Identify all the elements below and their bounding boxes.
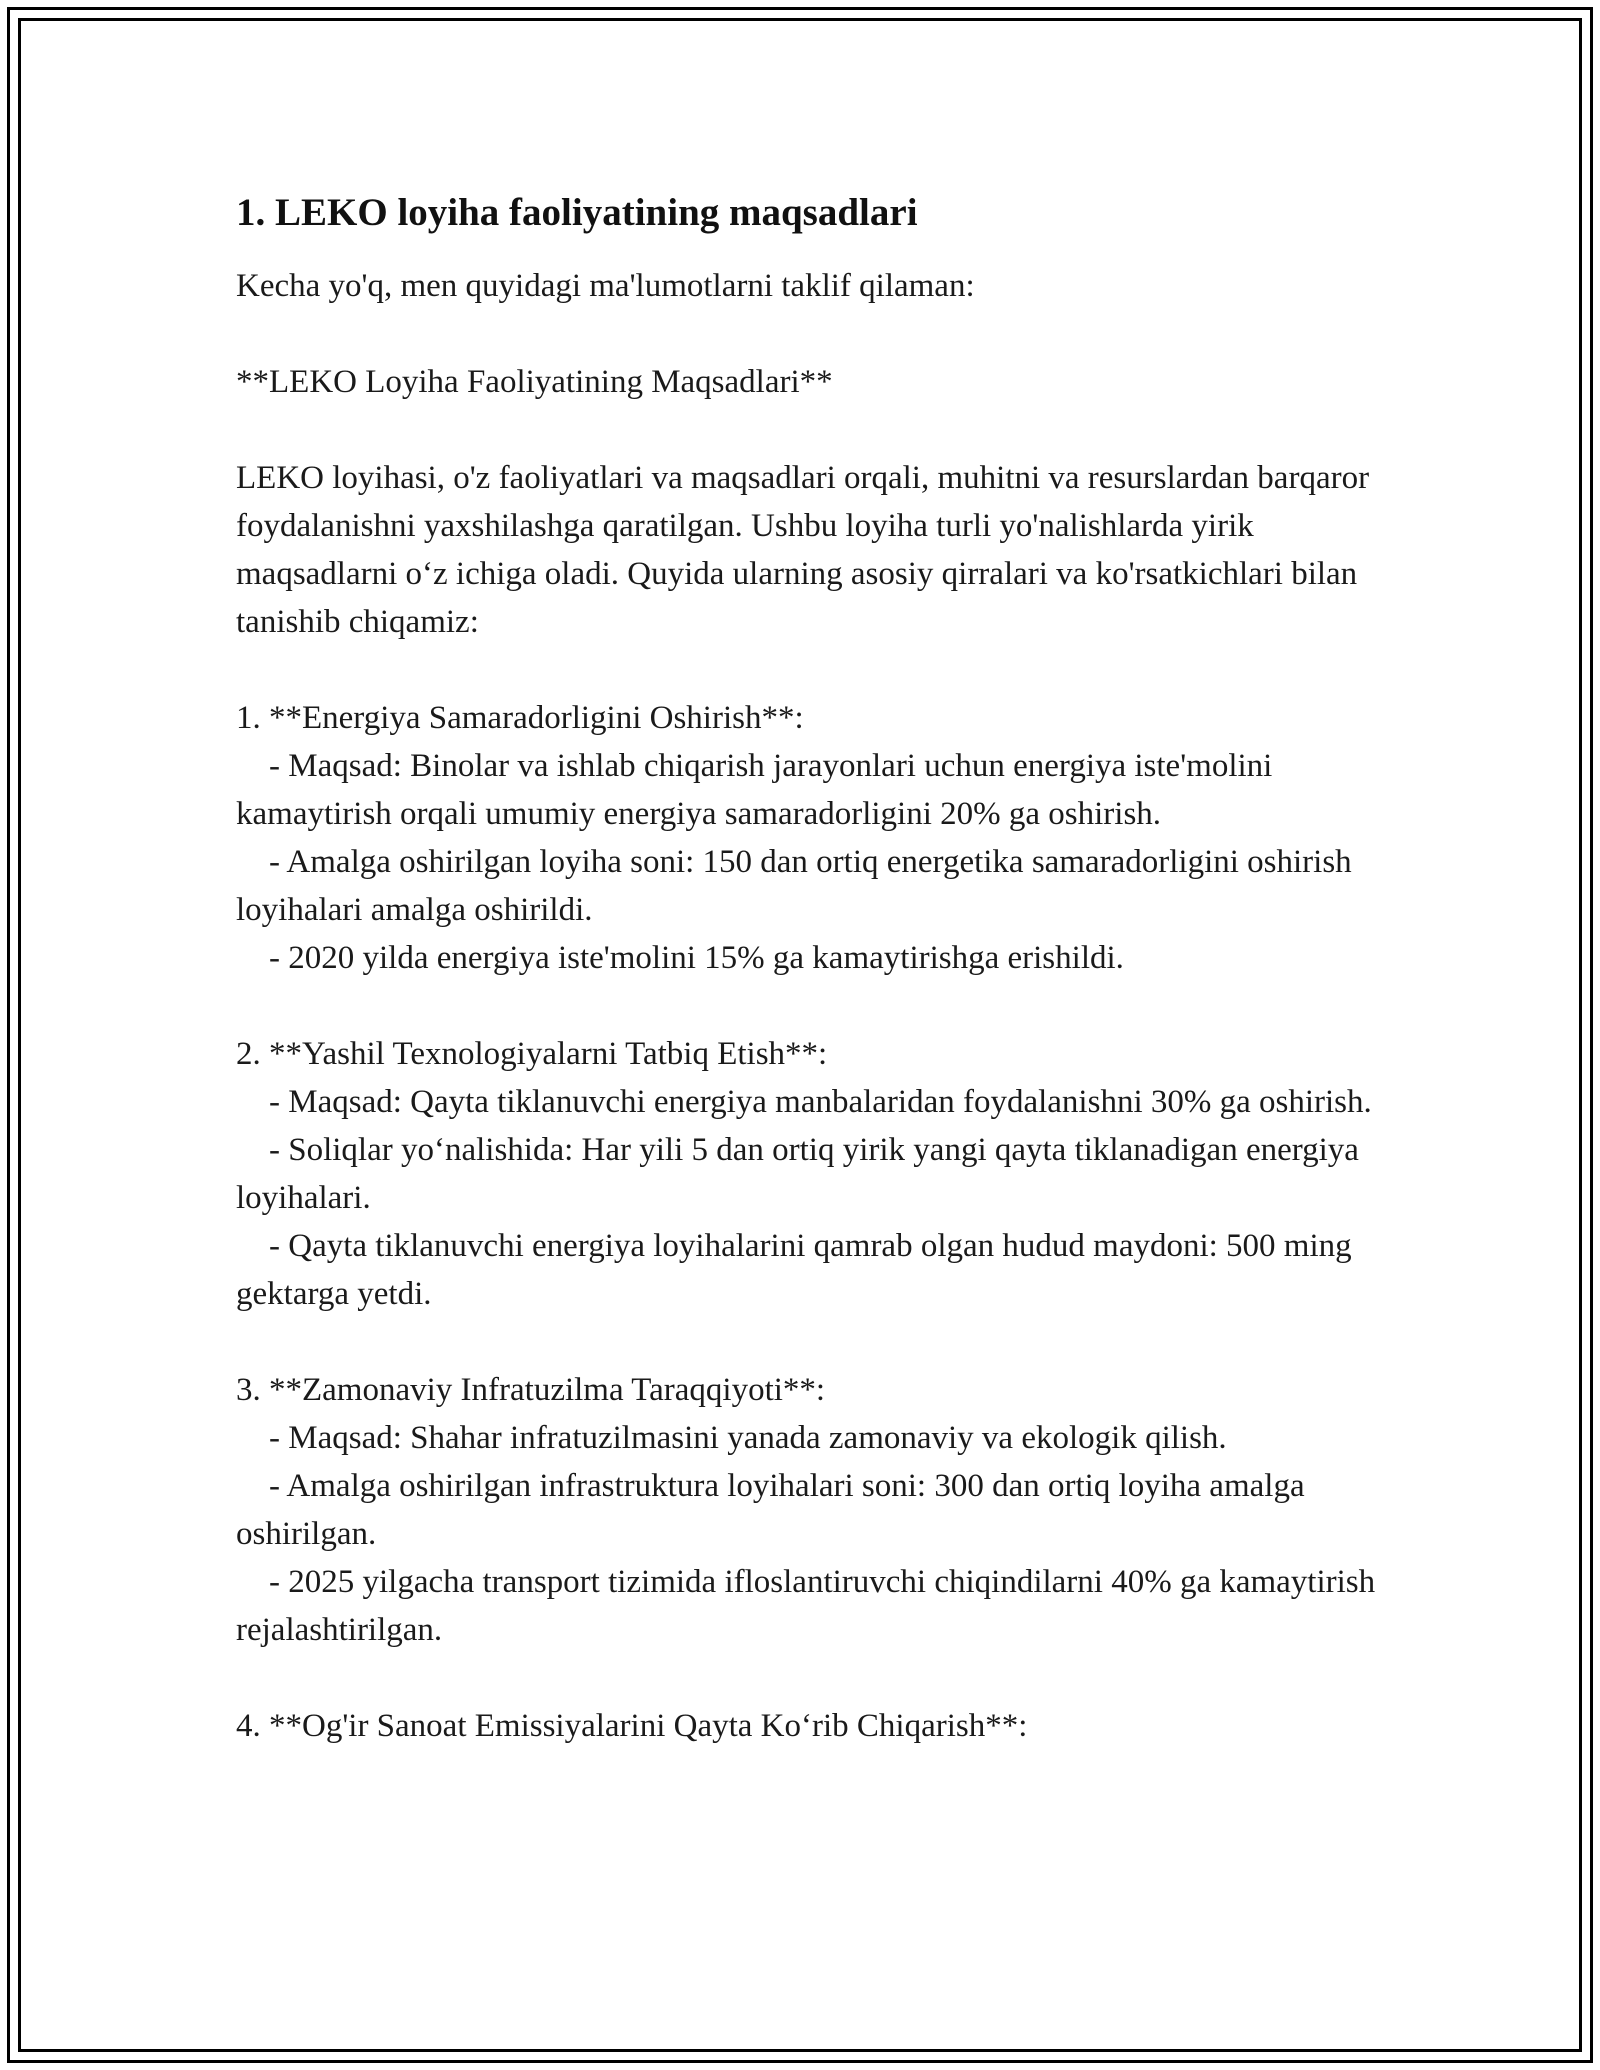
list-item: - 2020 yilda energiya iste'molini 15% ga kamaytirishga erishildi. [236, 940, 1124, 976]
section-green-technologies [236, 1030, 1376, 1318]
spacer [236, 1318, 1376, 1366]
document-body [236, 186, 1384, 1750]
section-title: 3. **Zamonaviy Infratuzilma Taraqqiyoti**: [236, 1372, 826, 1408]
list-item: - Qayta tiklanuvchi energiya loyihalarini qamrab olgan hudud maydoni: 500 ming gektarga yetdi. [236, 1228, 1360, 1312]
list-item: - Maqsad: Qayta tiklanuvchi energiya manbalaridan foydalanishni 30% ga oshirish. [236, 1084, 1372, 1120]
spacer [236, 982, 1376, 1030]
document-heading: 1. LEKO loyiha faoliyatining maqsadlari [236, 191, 918, 234]
intro-line: Kecha yo'q, men quyidagi ma'lumotlarni taklif qilaman: [236, 268, 975, 304]
list-item: - Soliqlar yo‘nalishida: Har yili 5 dan ortiq yirik yangi qayta tiklanadigan energiya loyihalari. [236, 1132, 1368, 1216]
list-item: - Amalga oshirilgan infrastruktura loyihalari soni: 300 dan ortiq loyiha amalga oshirilgan. [236, 1468, 1313, 1552]
spacer [236, 310, 1376, 358]
section-title: 1. **Energiya Samaradorligini Oshirish**: [236, 700, 804, 736]
section-heavy-industry-emissions [236, 1702, 1376, 1750]
section-energy-efficiency [236, 694, 1376, 982]
list-item: - Amalga oshirilgan loyiha soni: 150 dan ortiq energetika samaradorligini oshirish loyihalari amalga oshirildi. [236, 844, 1360, 928]
document-subtitle: **LEKO Loyiha Faoliyatining Maqsadlari** [236, 364, 833, 400]
list-item: - Maqsad: Shahar infratuzilmasini yanada zamonaviy va ekologik qilish. [236, 1420, 1227, 1456]
spacer [236, 406, 1376, 454]
list-item: - 2025 yilgacha transport tizimida ifloslantiruvchi chiqindilarni 40% ga kamaytirish rejalashtirilgan. [236, 1564, 1384, 1648]
spacer [236, 646, 1376, 694]
list-item: - Maqsad: Binolar va ishlab chiqarish jarayonlari uchun energiya iste'molini kamaytirish orqali umumiy energiya samaradorligini 20% ga oshirish. [236, 748, 1281, 832]
section-title: 2. **Yashil Texnologiyalarni Tatbiq Etish**: [236, 1036, 828, 1072]
overview-paragraph: LEKO loyihasi, o'z faoliyatlari va maqsadlari orqali, muhitni va resurslardan barqaror foydalanishni yaxshilashga qaratilgan. Ushbu loyiha turli yo'nalishlarda yirik maqsadlarni o‘z ichiga oladi. Quyida ularning asosiy qirralari va ko'rsatkichlari bilan tanishib chiqamiz: [236, 460, 1378, 640]
spacer [236, 1654, 1376, 1702]
section-modern-infrastructure [236, 1366, 1384, 1654]
section-title: 4. **Og'ir Sanoat Emissiyalarini Qayta Ko‘rib Chiqarish**: [236, 1708, 1028, 1744]
